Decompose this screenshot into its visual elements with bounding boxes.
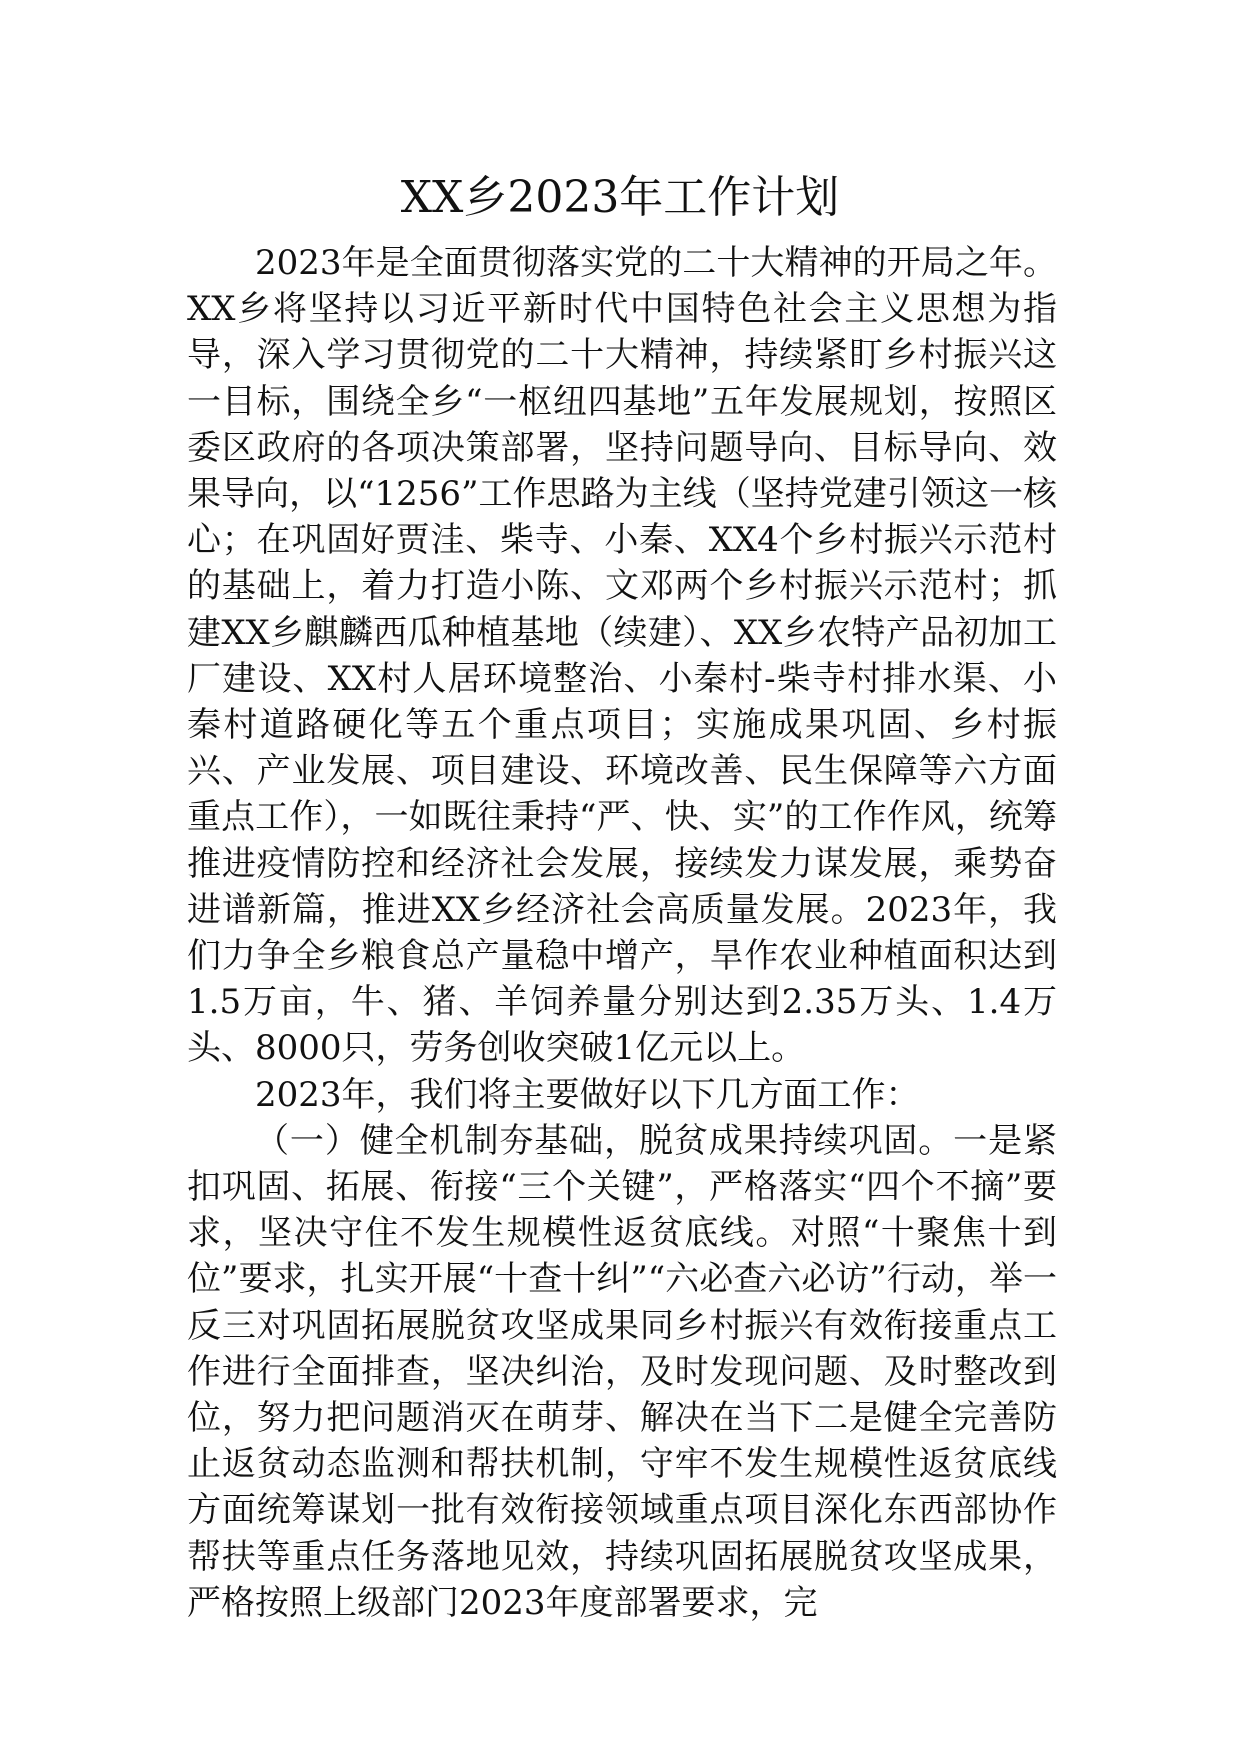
document-body	[187, 240, 1057, 1626]
paragraph-section-one: （一）健全机制夯基础，脱贫成果持续巩固。一是紧扣巩固、拓展、衔接“三个关键”，严格落实“四个不摘”要求，坚决守住不发生规模性返贫底线。对照“十聚焦十到位”要求，扎实开展“十查十纠”“六必查六必访”行动，举一反三对巩固拓展脱贫攻坚成果同乡村振兴有效衔接重点工作进行全面排查，坚决纠治，及时发现问题、及时整改到位，努力把问题消灭在萌芽、解决在当下二是健全完善防止返贫动态监测和帮扶机制，守牢不发生规模性返贫底线方面统筹谋划一批有效衔接领域重点项目深化东西部协作帮扶等重点任务落地见效，持续巩固拓展脱贫攻坚成果，严格按照上级部门2023年度部署要求，完	[187, 1120, 1057, 1623]
paragraph-intro: 2023年是全面贯彻落实党的二十大精神的开局之年。XX乡将坚持以习近平新时代中国特色社会主义思想为指导，深入学习贯彻党的二十大精神，持续紧盯乡村振兴这一目标，围绕全乡“一枢纽四基地”五年发展规划，按照区委区政府的各项决策部署，坚持问题导向、目标导向、效果导向，以“1256”工作思路为主线（坚持党建引领这一核心；在巩固好贾洼、柴寺、小秦、XX4个乡村振兴示范村的基础上，着力打造小陈、文邓两个乡村振兴示范村；抓建XX乡麒麟西瓜种植基地（续建）、XX乡农特产品初加工厂建设、XX村人居环境整治、小秦村-柴寺村排水渠、小秦村道路硬化等五个重点项目；实施成果巩固、乡村振兴、产业发展、项目建设、环境改善、民生保障等六方面重点工作），一如既往秉持“严、快、实”的工作作风，统筹推进疫情防控和经济社会发展，接续发力谋发展，乘势奋进谱新篇，推进XX乡经济社会高质量发展。2023年，我们力争全乡粮食总产量稳中增产，旱作农业种植面积达到1.5万亩，牛、猪、羊饲养量分别达到2.35万头、1.4万头、8000只，劳务创收突破1亿元以上。	[187, 243, 1057, 1069]
paragraph-overview: 2023年，我们将主要做好以下几方面工作：	[255, 1074, 920, 1115]
document-title: XX乡2023年工作计划	[400, 172, 840, 223]
